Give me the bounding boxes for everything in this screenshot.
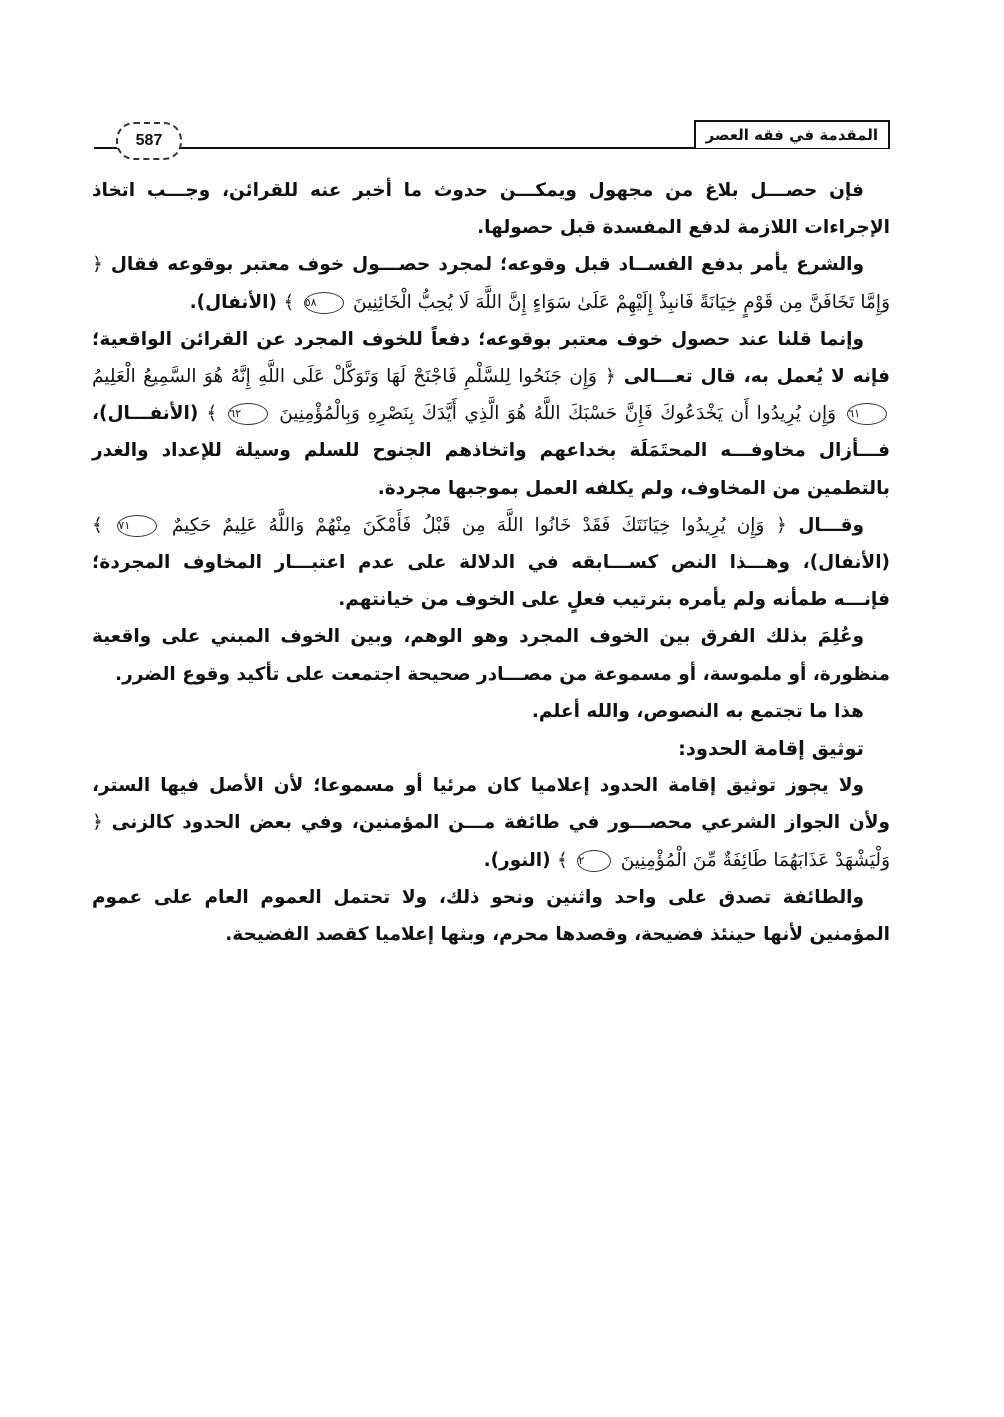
page-header [94,118,890,158]
paragraph: وعُلِمَ بذلك الفرق بين الخوف المجرد وهو الوهم، وبين الخوف المبني على واقعية منظورة، أو ملموسة، أو مسموعة من مصـــادر صحيحة اجتمعت على تأكيد وقوع الضرر. [92,626,890,685]
paragraph-text: ولا يجوز توثيق إقامة الحدود إعلاميا كان مرئيا أو مسموعا؛ لأن الأصل فيها الستر، ولأن الجواز الشرعي محصـــور في طائفة مـــن المؤمنين، وفي بعض الحدود كالزنى [92,775,890,834]
quran-verse: وَلْيَشْهَدْ عَذَابَهُمَا طَائِفَةٌ مِّنَ الْمُؤْمِنِينَ [620,849,890,871]
verse-number: ٦١ [847,403,887,425]
running-title: المقدمة في فقه العصر [694,120,890,148]
page-number: 587 [116,122,182,160]
quran-verse: وَإِن جَنَحُوا لِلسَّلْمِ فَاجْنَحْ لَهَا وَتَوَكَّلْ عَلَى اللَّهِ إِنَّهُ هُوَ السَّمِيعُ الْعَلِيمُ [92,366,597,388]
body-text [92,172,890,953]
verse-number: ٧١ [117,515,157,537]
paragraph [92,246,890,320]
verse-number: ٥٨ [304,292,344,314]
quran-verse: وَإِن يُرِيدُوا أَن يَخْدَعُوكَ فَإِنَّ حَسْبَكَ اللَّهُ هُوَ الَّذِي أَيَّدَكَ بِنَصْرِهِ وَبِالْمُؤْمِنِينَ [279,403,837,425]
quran-open-bracket: ﴿ [604,366,616,388]
quran-verse: وَإِمَّا تَخَافَنَّ مِن قَوْمٍ خِيَانَةً فَانبِذْ إِلَيْهِمْ عَلَىٰ سَوَاءٍ إِنَّ اللَّهَ لَا يُحِبُّ الْخَائِنِينَ [353,291,890,313]
quran-open-bracket: ﴿ [775,514,787,536]
paragraph-text: وإنما قلنا عند حصول خوف معتبر بوقوعه؛ دفعاً للخوف المجرد عن القرائن الواقعية؛ فإنه لا يُعمل به، قال تعـــالى [92,328,890,388]
verse-number: ٢ [577,850,611,872]
quran-close-bracket: ﴾ [92,514,103,536]
surah-reference: (النور). [483,849,551,871]
quran-close-bracket: ﴾ [557,849,568,871]
quran-verse: وَإِن يُرِيدُوا خِيَانَتَكَ فَقَدْ خَانُوا اللَّهَ مِن قَبْلُ فَأَمْكَنَ مِنْهُمْ وَاللَّهُ عَلِيمٌ حَكِيمٌ [171,514,765,536]
quran-close-bracket: ﴾ [283,291,295,313]
quran-open-bracket: ﴿ [92,812,103,834]
paragraph-text: (الأنفال)، وهـــذا النص كســـابقه في الدلالة على عدم اعتبـــار المخاوف المجردة؛ فإنـــه طمأنه ولم يأمره بترتيب فعلٍ على الخوف من خيانتهم. [92,552,890,611]
quran-close-bracket: ﴾ [206,403,218,425]
paragraph: والطائفة تصدق على واحد واثنين ونحو ذلك، ولا تحتمل العموم العام على عموم المؤمنين لأنها حينئذ فضيحة، وقصدها محرم، وبثها إعلاميا كقصد الفضيحة. [92,886,890,946]
paragraph [92,507,890,619]
paragraph-text: وقـــال [798,514,864,536]
section-heading: توثيق إقامة الحدود: [678,737,864,761]
paragraph-text: (الأنفـــال)، فـــأزال مخاوفـــه المحتَمَلَة بخداعهم واتخاذهم الجنوح للسلم وسيلة للإعداد والغدر بالتطمين من المخاوف، ولم يكلفه العمل بموجبها مجردة. [92,403,890,499]
quran-open-bracket: ﴿ [92,254,103,276]
surah-reference: (الأنفال). [189,291,277,313]
verse-number: ٦٢ [228,403,268,425]
paragraph-text: والشرع يأمر بدفع الفســاد قبل وقوعه؛ لمجرد حصـــول خوف معتبر بوقوعه فقال [110,254,864,276]
paragraph: فإن حصـــل بلاغ من مجهول ويمكـــن حدوث ما أخبر عنه للقرائن، وجـــب اتخاذ الإجراءات اللازمة لدفع المفسدة قبل حصولها. [92,180,890,239]
paragraph [92,767,890,879]
paragraph: هذا ما تجتمع به النصوص، والله أعلم. [531,700,864,722]
paragraph [92,321,890,507]
